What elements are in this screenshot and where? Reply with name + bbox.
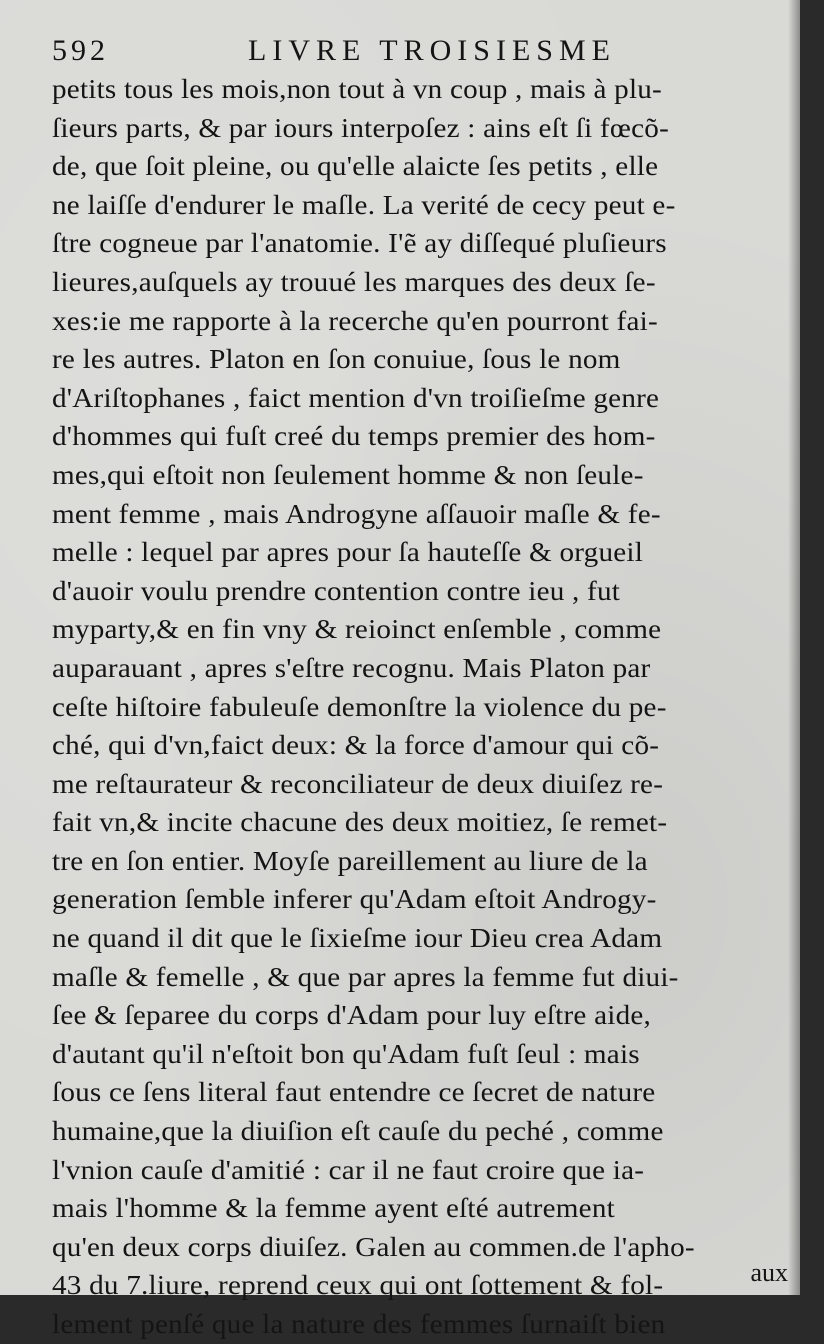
text-line: petits tous les mois,non tout à vn coup , mais à plu- <box>52 74 662 104</box>
text-line: ſtre cogneue par l'anatomie. I'ẽ ay diſſequé pluſieurs <box>52 228 667 259</box>
text-line: d'Ariſtophanes , faict mention d'vn troiſieſme genre <box>52 382 660 413</box>
text-line: ceſte hiſtoire fabuleuſe demonſtre la violence du pe- <box>52 691 667 722</box>
text-line: lieures,auſquels ay trouué les marques des deux ſe- <box>52 266 656 297</box>
text-line: tre en ſon entier. Moyſe pareillement au liure de la <box>52 845 648 876</box>
text-line: xes:ie me rapporte à la recerche qu'en pourront fai- <box>52 305 658 336</box>
body-text <box>52 70 767 1344</box>
text-line: myparty,& en fin vny & reioinct enſemble , comme <box>52 614 662 645</box>
text-line: ſous ce ſens literal faut entendre ce ſecret de nature <box>52 1077 656 1108</box>
text-line: d'autant qu'il n'eſtoit bon qu'Adam fuſt ſeul : mais <box>52 1038 640 1069</box>
page-edge-shadow <box>788 0 800 1295</box>
text-line: l'vnion cauſe d'amitié : car il ne faut croire que ia- <box>52 1154 645 1185</box>
running-head: LIVRE TROISIESME <box>248 34 616 67</box>
text-line: mes,qui eſtoit non ſeulement homme & non ſeule- <box>52 459 644 490</box>
text-line: humaine,que la diuiſion eſt cauſe du peché , comme <box>52 1116 664 1147</box>
text-line: 43 du 7.liure, reprend ceux qui ont ſottement & fol- <box>52 1270 664 1301</box>
text-line: mais l'homme & la femme ayent eſté autrement <box>52 1193 615 1224</box>
text-line: ſieurs parts, & par iours interpoſez : ains eſt ſi fœcõ- <box>52 112 670 143</box>
text-line: maſle & femelle , & que par apres la femme fut diui- <box>52 961 679 992</box>
text-line: de, que ſoit pleine, ou qu'elle alaicte ſes petits , elle <box>52 151 659 182</box>
text-line: ſee & ſeparee du corps d'Adam pour luy eſtre aide, <box>52 1000 652 1031</box>
text-line: d'hommes qui fuſt creé du temps premier des hom- <box>52 421 656 452</box>
text-line: generation ſemble inferer qu'Adam eſtoit Androgy- <box>52 884 657 915</box>
text-line: me reſtaurateur & reconciliateur de deux diuiſez re- <box>52 768 664 799</box>
text-line: ne quand il dit que le ſixieſme iour Dieu crea Adam <box>52 923 663 954</box>
text-line: qu'en deux corps diuiſez. Galen au commen.de l'apho- <box>52 1231 695 1262</box>
text-line: ment femme , mais Androgyne aſſauoir maſle & fe- <box>52 498 661 529</box>
page-number: 592 <box>52 34 109 67</box>
text-line: auparauant , apres s'eſtre recognu. Mais Platon par <box>52 652 651 683</box>
text-line: melle : lequel par apres pour ſa hauteſſe & orgueil <box>52 537 644 568</box>
catchword: aux <box>750 1258 788 1287</box>
page-header <box>38 30 758 70</box>
text-line: fait vn,& incite chacune des deux moitiez, ſe remet- <box>52 807 668 838</box>
text-line: d'auoir voulu prendre contention contre ieu , fut <box>52 575 621 606</box>
text-line: ne laiſſe d'endurer le maſle. La verité de cecy peut e- <box>52 189 676 220</box>
text-line: ché, qui d'vn,faict deux: & la force d'amour qui cõ- <box>52 730 660 761</box>
text-line: lement penſé que la nature des femmes ſurnaiſt bien <box>52 1309 666 1339</box>
text-line: re les autres. Platon en ſon conuiue, ſous le nom <box>52 344 621 375</box>
